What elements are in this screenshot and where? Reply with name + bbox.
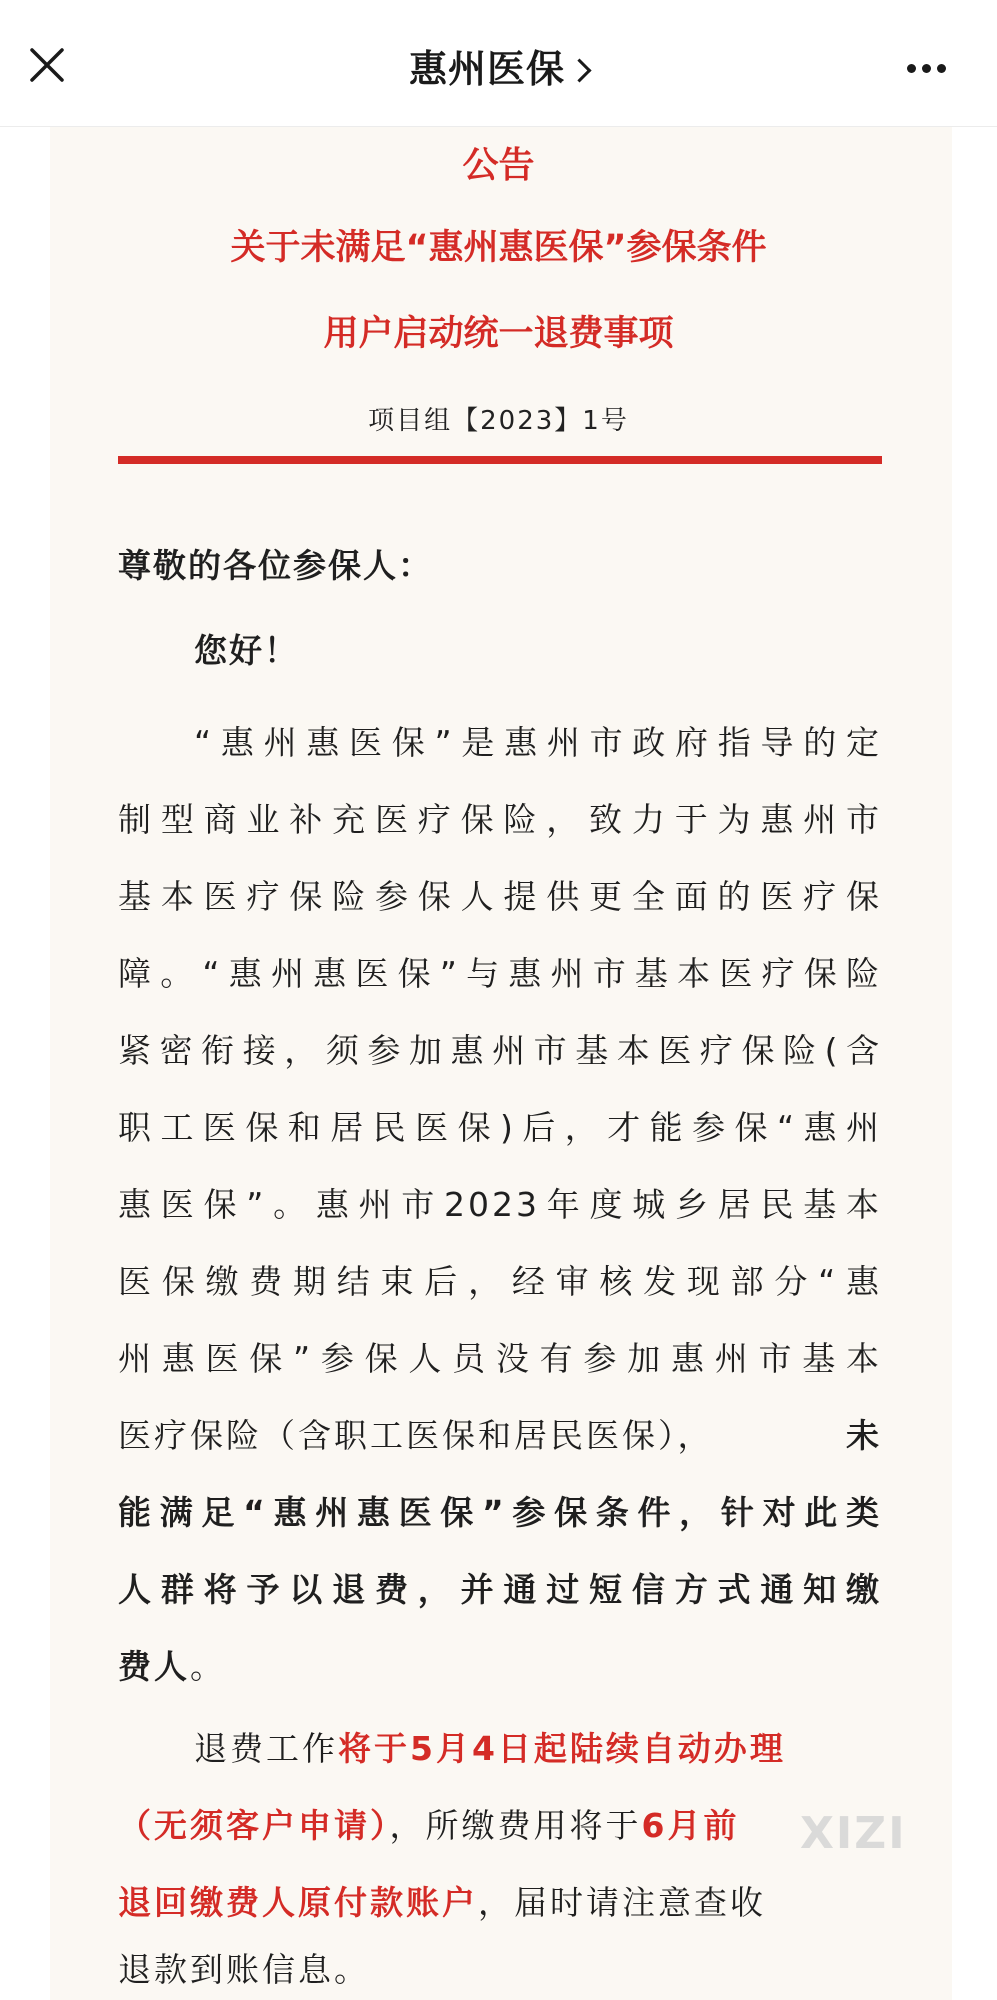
paragraph-line: 职工医保和居民医保)后，才能参保“惠州 xyxy=(118,1108,882,1147)
chevron-right-icon xyxy=(567,58,591,82)
notice-label: 公告 xyxy=(462,145,535,186)
document-number: 项目组【2023】1号 xyxy=(368,406,629,436)
bold-paragraph-line: 人群将予以退费，并通过短信方式通知缴 xyxy=(118,1570,882,1609)
paragraph-line: “惠州惠医保”是惠州市政府指导的定 xyxy=(194,723,882,762)
paragraph-line: 退款到账信息。 xyxy=(118,1950,370,1989)
highlight-text: （无须客户申请） xyxy=(118,1806,390,1845)
headline-line-2: 用户启动统一退费事项 xyxy=(323,314,674,354)
paragraph-line: 退回缴费人原付款账户，届时请注意查收 xyxy=(118,1883,766,1922)
top-navigation-bar xyxy=(0,0,997,127)
red-divider xyxy=(118,456,882,464)
paragraph-line: 制型商业补充医疗保险，致力于为惠州市 xyxy=(118,800,882,839)
headline-line-1: 关于未满足“惠州惠医保”参保条件 xyxy=(230,228,767,268)
paragraph-line: 医保缴费期结束后，经审核发现部分“惠 xyxy=(118,1262,882,1301)
watermark: XIZI xyxy=(800,1808,907,1859)
highlight-text: 6月前 xyxy=(641,1806,740,1845)
account-title-link[interactable] xyxy=(0,38,997,93)
salutation: 尊敬的各位参保人： xyxy=(118,546,433,585)
highlight-text: 将于5月4日起陆续自动办理 xyxy=(338,1729,786,1768)
bold-paragraph-line: 能满足“惠州惠医保”参保条件，针对此类 xyxy=(118,1493,882,1532)
paragraph-line: 州惠医保”参保人员没有参加惠州市基本 xyxy=(118,1339,882,1378)
paragraph-line: 障。“惠州惠医保”与惠州市基本医疗保险 xyxy=(118,954,882,993)
paragraph-line: 医疗保险（含职工医保和居民医保）， 未 xyxy=(118,1410,882,1457)
paragraph-line: 基本医疗保险参保人提供更全面的医疗保 xyxy=(118,877,882,916)
paragraph-line: 紧密衔接，须参加惠州市基本医疗保险(含 xyxy=(118,1031,882,1070)
paragraph-line: 费人。 xyxy=(118,1647,226,1686)
paragraph-line: 惠医保”。惠州市2023年度城乡居民基本 xyxy=(118,1185,882,1224)
account-title: 惠州医保 xyxy=(408,47,565,91)
paragraph-line: 退费工作将于5月4日起陆续自动办理 xyxy=(194,1729,786,1768)
highlight-text: 退回缴费人原付款账户 xyxy=(118,1883,478,1922)
bold-text: 未 xyxy=(846,1416,882,1455)
greeting: 您好！ xyxy=(194,631,299,670)
more-icon[interactable] xyxy=(907,58,955,74)
paragraph-line: （无须客户申请），所缴费用将于6月前 xyxy=(118,1806,740,1845)
